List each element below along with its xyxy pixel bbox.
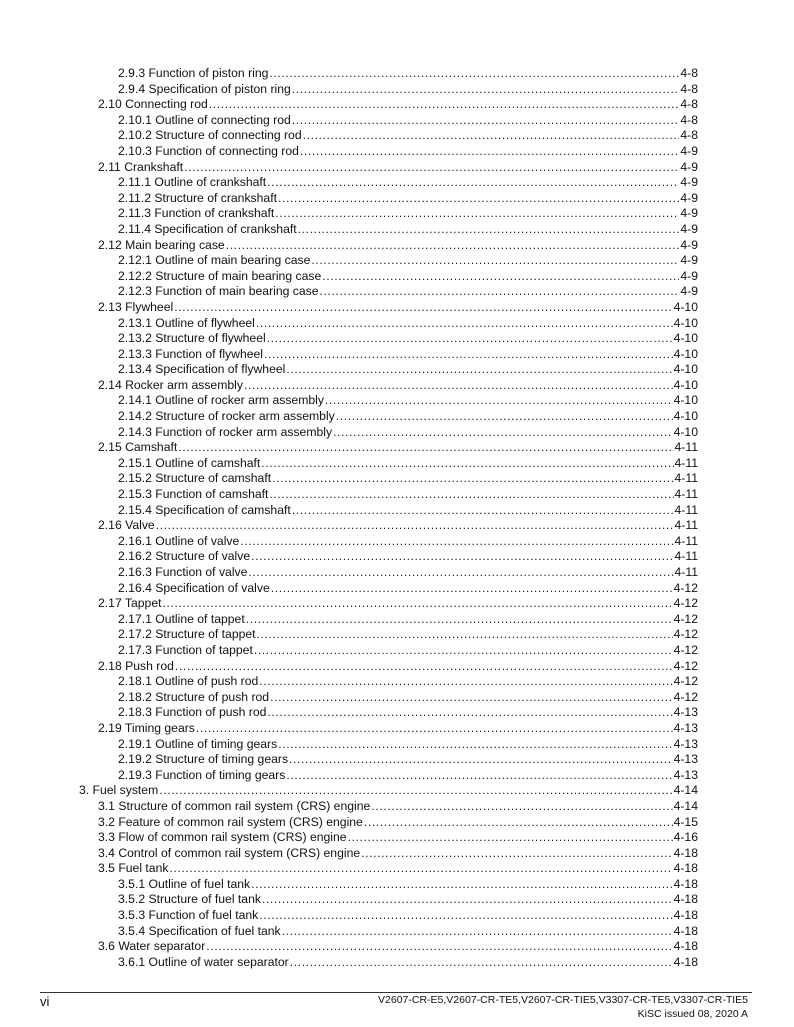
- toc-leader-dots: [320, 284, 680, 300]
- toc-entry-title: 2.15.3 Function of camshaft: [118, 487, 269, 502]
- toc-entry-page: 4-10: [673, 377, 698, 392]
- toc-leader-dots: [292, 113, 680, 129]
- toc-entry[interactable]: [118, 128, 698, 144]
- toc-leader-dots: [240, 534, 673, 550]
- toc-entry-page: 4-10: [673, 346, 698, 361]
- toc-entry[interactable]: [118, 534, 698, 550]
- toc-entry-page: 4-12: [673, 580, 698, 595]
- toc-entry[interactable]: [118, 347, 698, 363]
- toc-entry-title: 2.10.2 Structure of connecting rod: [118, 128, 302, 143]
- toc-leader-dots: [184, 160, 679, 176]
- issue-info: KiSC issued 08, 2020 A: [637, 1008, 748, 1020]
- page-number: vi: [40, 994, 50, 1009]
- toc-entry[interactable]: [98, 160, 698, 176]
- toc-entry[interactable]: [118, 206, 698, 222]
- toc-entry-page: 4-18: [673, 939, 698, 954]
- toc-entry-page: 4-8: [680, 112, 698, 127]
- toc-entry-page: 4-9: [680, 143, 698, 158]
- toc-entry[interactable]: [118, 581, 698, 597]
- toc-entry-page: 4-10: [673, 409, 698, 424]
- toc-entry-title: 3.5.1 Outline of fuel tank: [118, 876, 251, 891]
- toc-entry[interactable]: [118, 144, 698, 160]
- toc-entry-page: 4-9: [680, 175, 698, 190]
- toc-entry[interactable]: [118, 752, 698, 768]
- toc-leader-dots: [267, 705, 672, 721]
- toc-leader-dots: [333, 425, 673, 441]
- toc-entry-page: 4-11: [674, 455, 698, 470]
- toc-entry-title: 2.18.2 Structure of push rod: [118, 689, 270, 704]
- toc-entry[interactable]: [118, 892, 698, 908]
- toc-entry[interactable]: [118, 175, 698, 191]
- toc-entry[interactable]: [98, 97, 698, 113]
- toc-entry-title: 2.15 Camshaft: [98, 440, 178, 455]
- toc-entry-page: 4-18: [673, 892, 698, 907]
- toc-leader-dots: [254, 643, 673, 659]
- toc-entry-page: 4-9: [680, 190, 698, 205]
- toc-entry-page: 4-13: [673, 720, 698, 735]
- toc-leader-dots: [336, 409, 673, 425]
- toc-leader-dots: [289, 752, 673, 768]
- toc-leader-dots: [272, 471, 673, 487]
- toc-leader-dots: [256, 316, 673, 332]
- toc-entry-title: 2.17.3 Function of tappet: [118, 642, 253, 657]
- toc-entry-title: 2.13 Flywheel: [98, 299, 174, 314]
- toc-entry-page: 4-12: [673, 674, 698, 689]
- toc-entry-page: 4-11: [674, 565, 698, 579]
- toc-leader-dots: [156, 518, 674, 534]
- toc-entry-title: 3.1 Structure of common rail system (CRS) engine: [98, 798, 371, 813]
- toc-entry-title: 2.13.1 Outline of flywheel: [118, 315, 255, 330]
- toc-entry[interactable]: [98, 861, 698, 877]
- toc-leader-dots: [322, 269, 679, 285]
- toc-entry-title: 2.10.1 Outline of connecting rod: [118, 112, 291, 127]
- toc-entry[interactable]: [118, 612, 698, 628]
- model-list: V2607-CR-E5,V2607-CR-TE5,V2607-CR-TIE5,V3307-CR-TE5,V3307-CR-TIE5: [378, 994, 748, 1006]
- toc-entry[interactable]: [118, 549, 698, 565]
- toc-entry[interactable]: [118, 955, 698, 971]
- toc-leader-dots: [262, 892, 673, 908]
- toc-leader-dots: [290, 955, 673, 971]
- toc-leader-dots: [275, 206, 679, 222]
- toc-entry-page: 4-18: [673, 908, 698, 923]
- toc-leader-dots: [226, 238, 680, 254]
- toc-entry[interactable]: [98, 518, 698, 534]
- toc-entry-page: 4-10: [673, 315, 698, 330]
- toc-entry-title: 2.16.1 Outline of valve: [118, 533, 240, 548]
- toc-leader-dots: [300, 144, 679, 160]
- toc-entry-title: 2.18.1 Outline of push rod: [118, 674, 259, 689]
- toc-entry-title: 2.12.2 Structure of main bearing case: [118, 268, 322, 283]
- toc-entry-title: 2.12.1 Outline of main bearing case: [118, 253, 311, 268]
- toc-entry-page: 4-8: [680, 81, 698, 96]
- toc-entry[interactable]: [118, 471, 698, 487]
- toc-entry-page: 4-11: [674, 502, 698, 517]
- toc-leader-dots: [348, 830, 673, 846]
- toc-entry-page: 4-10: [673, 393, 698, 408]
- toc-entry-page: 4-12: [673, 596, 698, 611]
- toc-leader-dots: [325, 393, 673, 409]
- toc-entry[interactable]: [118, 269, 698, 285]
- toc-entry-page: 4-13: [673, 736, 698, 751]
- toc-entry-title: 2.11.2 Structure of crankshaft: [118, 190, 277, 205]
- toc-leader-dots: [248, 565, 673, 581]
- toc-leader-dots: [286, 768, 672, 784]
- toc-entry-title: 2.16.2 Structure of valve: [118, 549, 251, 564]
- toc-leader-dots: [371, 799, 672, 815]
- toc-entry[interactable]: [118, 284, 698, 300]
- toc-entry-title: 2.18.3 Function of push rod: [118, 705, 267, 720]
- toc-entry-title: 2.9.4 Specification of piston ring: [118, 81, 291, 96]
- toc-entry[interactable]: [118, 191, 698, 207]
- toc-entry-title: 3.5.4 Specification of fuel tank: [118, 923, 281, 938]
- toc-entry[interactable]: [118, 705, 698, 721]
- toc-entry-page: 4-8: [680, 128, 698, 143]
- toc-entry-title: 3.2 Feature of common rail system (CRS) engine: [98, 814, 363, 829]
- toc-leader-dots: [169, 861, 672, 877]
- toc-entry-page: 4-10: [673, 299, 698, 314]
- toc-entry-title: 3.4 Control of common rail system (CRS) engine: [98, 845, 361, 860]
- toc-entry-page: 4-9: [680, 159, 698, 174]
- toc-entry-title: 2.19.3 Function of timing gears: [118, 767, 286, 782]
- toc-entry-title: 2.12 Main bearing case: [98, 237, 225, 252]
- toc-entry-title: 2.12.3 Function of main bearing case: [118, 284, 319, 299]
- toc-entry[interactable]: [118, 425, 698, 441]
- toc-entry-page: 4-10: [673, 424, 698, 439]
- toc-entry[interactable]: [98, 830, 698, 846]
- toc-entry-page: 4-9: [680, 253, 698, 268]
- toc-leader-dots: [174, 300, 672, 316]
- toc-entry-page: 4-9: [680, 268, 698, 283]
- toc-entry-page: 4-18: [673, 861, 698, 876]
- toc-entry-title: 2.19.2 Structure of timing gears: [118, 752, 289, 767]
- toc-entry-page: 4-18: [673, 954, 698, 969]
- toc-entry-title: 2.16 Valve: [98, 518, 155, 533]
- toc-entry[interactable]: [118, 674, 698, 690]
- toc-entry-page: 4-11: [674, 533, 698, 548]
- toc-entry-title: 2.14.1 Outline of rocker arm assembly: [118, 393, 324, 408]
- toc-entry-title: 3.3 Flow of common rail system (CRS) engine: [98, 830, 347, 845]
- toc-entry-page: 4-13: [673, 705, 698, 720]
- toc-entry-page: 4-9: [680, 284, 698, 299]
- toc-entry-title: 2.11.1 Outline of crankshaft: [118, 175, 267, 190]
- toc-entry-page: 4-18: [673, 876, 698, 891]
- toc-entry[interactable]: [98, 378, 698, 394]
- toc-entry[interactable]: [118, 924, 698, 940]
- toc-entry-page: 4-11: [674, 471, 698, 486]
- toc-entry-page: 4-10: [673, 362, 698, 377]
- toc-entry[interactable]: [118, 316, 698, 332]
- toc-leader-dots: [286, 362, 672, 378]
- toc-leader-dots: [364, 815, 673, 831]
- toc-entry[interactable]: [98, 846, 698, 862]
- toc-entry-page: 4-11: [674, 487, 698, 502]
- toc-entry[interactable]: [98, 799, 698, 815]
- toc-leader-dots: [196, 721, 673, 737]
- toc-entry-title: 2.16.4 Specification of valve: [118, 580, 270, 595]
- toc-entry[interactable]: [118, 877, 698, 893]
- toc-entry[interactable]: [98, 721, 698, 737]
- toc-entry-page: 4-9: [680, 221, 698, 236]
- toc-leader-dots: [292, 82, 680, 98]
- toc-leader-dots: [264, 347, 673, 363]
- toc-entry[interactable]: [118, 253, 698, 269]
- toc-entry[interactable]: [98, 300, 698, 316]
- toc-entry-title: 2.13.4 Specification of flywheel: [118, 362, 286, 377]
- toc-entry-page: 4-9: [680, 206, 698, 221]
- toc-entry-title: 2.19 Timing gears: [98, 720, 195, 735]
- toc-entry[interactable]: [118, 113, 698, 129]
- toc-entry-title: 2.15.4 Specification of camshaft: [118, 502, 291, 517]
- toc-entry-title: 2.17.1 Outline of tappet: [118, 611, 245, 626]
- toc-leader-dots: [251, 549, 673, 565]
- toc-leader-dots: [269, 66, 679, 82]
- toc-entry[interactable]: [98, 238, 698, 254]
- toc-entry-page: 4-12: [673, 658, 698, 673]
- toc-entry-title: 3.5.2 Structure of fuel tank: [118, 892, 261, 907]
- toc-entry-title: 2.11.3 Function of crankshaft: [118, 206, 275, 221]
- toc-entry-title: 3. Fuel system: [79, 783, 159, 798]
- toc-entry-page: 4-11: [674, 549, 698, 564]
- toc-entry-page: 4-8: [680, 97, 698, 112]
- toc-entry-title: 2.14.2 Structure of rocker arm assembly: [118, 409, 335, 424]
- toc-entry[interactable]: [118, 690, 698, 706]
- toc-leader-dots: [244, 378, 673, 394]
- toc-entry-title: 2.10.3 Function of connecting rod: [118, 143, 299, 158]
- toc-entry[interactable]: [98, 939, 698, 955]
- toc-entry-title: 3.5.3 Function of fuel tank: [118, 908, 259, 923]
- toc-entry[interactable]: [118, 456, 698, 472]
- toc-leader-dots: [159, 783, 672, 799]
- toc-entry-page: 4-12: [673, 627, 698, 642]
- toc-leader-dots: [271, 581, 673, 597]
- toc-leader-dots: [257, 627, 673, 643]
- toc-entry-title: 2.10 Connecting rod: [98, 97, 208, 112]
- toc-entry[interactable]: [98, 596, 698, 612]
- toc-entry-title: 2.13.3 Function of flywheel: [118, 346, 263, 361]
- toc-leader-dots: [251, 877, 672, 893]
- toc-entry-title: 3.6.1 Outline of water separator: [118, 954, 289, 969]
- toc-entry[interactable]: [118, 487, 698, 503]
- toc-entry-title: 2.16.3 Function of valve: [118, 565, 248, 579]
- toc-entry-page: 4-11: [674, 518, 698, 533]
- toc-entry-page: 4-8: [680, 66, 698, 80]
- toc-entry-title: 2.18 Push rod: [98, 658, 174, 673]
- toc-entry[interactable]: [118, 768, 698, 784]
- toc-leader-dots: [278, 737, 672, 753]
- toc-leader-dots: [261, 456, 673, 472]
- toc-entry-title: 2.17 Tappet: [98, 596, 162, 611]
- toc-leader-dots: [282, 924, 673, 940]
- toc-entry[interactable]: [79, 783, 698, 799]
- toc-leader-dots: [361, 846, 672, 862]
- toc-leader-dots: [246, 612, 673, 628]
- footer-divider: [40, 992, 752, 993]
- toc-entry-page: 4-13: [673, 752, 698, 767]
- toc-leader-dots: [267, 175, 679, 191]
- toc-entry-page: 4-12: [673, 689, 698, 704]
- toc-entry-page: 4-18: [673, 845, 698, 860]
- toc-entry[interactable]: [98, 815, 698, 831]
- toc-entry-page: 4-13: [673, 767, 698, 782]
- toc-entry[interactable]: [118, 565, 698, 581]
- toc-entry[interactable]: [118, 82, 698, 98]
- toc-entry-title: 2.15.2 Structure of camshaft: [118, 471, 272, 486]
- toc-leader-dots: [209, 97, 680, 113]
- toc-entry-title: 2.13.2 Structure of flywheel: [118, 331, 266, 346]
- toc-leader-dots: [267, 331, 673, 347]
- toc-entry-page: 4-18: [673, 923, 698, 938]
- toc-entry-title: 3.6 Water separator: [98, 939, 206, 954]
- toc-entry[interactable]: [118, 643, 698, 659]
- toc-leader-dots: [162, 596, 672, 612]
- toc-entry[interactable]: [118, 331, 698, 347]
- toc-entry-page: 4-12: [673, 642, 698, 657]
- toc-entry-page: 4-9: [680, 237, 698, 252]
- toc-entry[interactable]: [98, 659, 698, 675]
- toc-entry[interactable]: [118, 393, 698, 409]
- toc-leader-dots: [175, 659, 673, 675]
- toc-leader-dots: [269, 487, 673, 503]
- toc-leader-dots: [259, 908, 672, 924]
- toc-entry[interactable]: [118, 908, 698, 924]
- toc-leader-dots: [259, 674, 672, 690]
- toc-entry-page: 4-14: [673, 783, 698, 798]
- toc-leader-dots: [292, 503, 674, 519]
- toc-leader-dots: [303, 128, 680, 144]
- toc-entry-page: 4-10: [673, 331, 698, 346]
- toc-entry-page: 4-11: [674, 440, 698, 455]
- table-of-contents: [0, 66, 794, 970]
- toc-entry-title: 2.9.3 Function of piston ring: [118, 66, 269, 80]
- toc-entry[interactable]: [118, 222, 698, 238]
- toc-entry-page: 4-16: [673, 830, 698, 845]
- toc-entry-title: 2.14.3 Function of rocker arm assembly: [118, 424, 333, 439]
- toc-entry[interactable]: [118, 737, 698, 753]
- toc-entry[interactable]: [118, 627, 698, 643]
- toc-entry-title: 2.17.2 Structure of tappet: [118, 627, 256, 642]
- toc-leader-dots: [278, 191, 679, 207]
- toc-entry[interactable]: [118, 66, 698, 82]
- toc-entry-title: 2.11 Crankshaft: [98, 159, 184, 174]
- toc-entry-title: 2.15.1 Outline of camshaft: [118, 455, 261, 470]
- toc-entry[interactable]: [98, 440, 698, 456]
- toc-entry-title: 2.11.4 Specification of crankshaft: [118, 221, 297, 236]
- toc-entry[interactable]: [118, 503, 698, 519]
- toc-leader-dots: [206, 939, 672, 955]
- toc-leader-dots: [178, 440, 673, 456]
- toc-entry-title: 2.19.1 Outline of timing gears: [118, 736, 278, 751]
- toc-entry[interactable]: [118, 409, 698, 425]
- toc-entry[interactable]: [118, 362, 698, 378]
- toc-entry-page: 4-14: [673, 798, 698, 813]
- toc-entry-page: 4-12: [673, 611, 698, 626]
- toc-leader-dots: [270, 690, 673, 706]
- toc-entry-title: 3.5 Fuel tank: [98, 861, 169, 876]
- toc-entry-page: 4-15: [673, 814, 698, 829]
- toc-leader-dots: [298, 222, 680, 238]
- toc-entry-title: 2.14 Rocker arm assembly: [98, 377, 243, 392]
- toc-leader-dots: [311, 253, 679, 269]
